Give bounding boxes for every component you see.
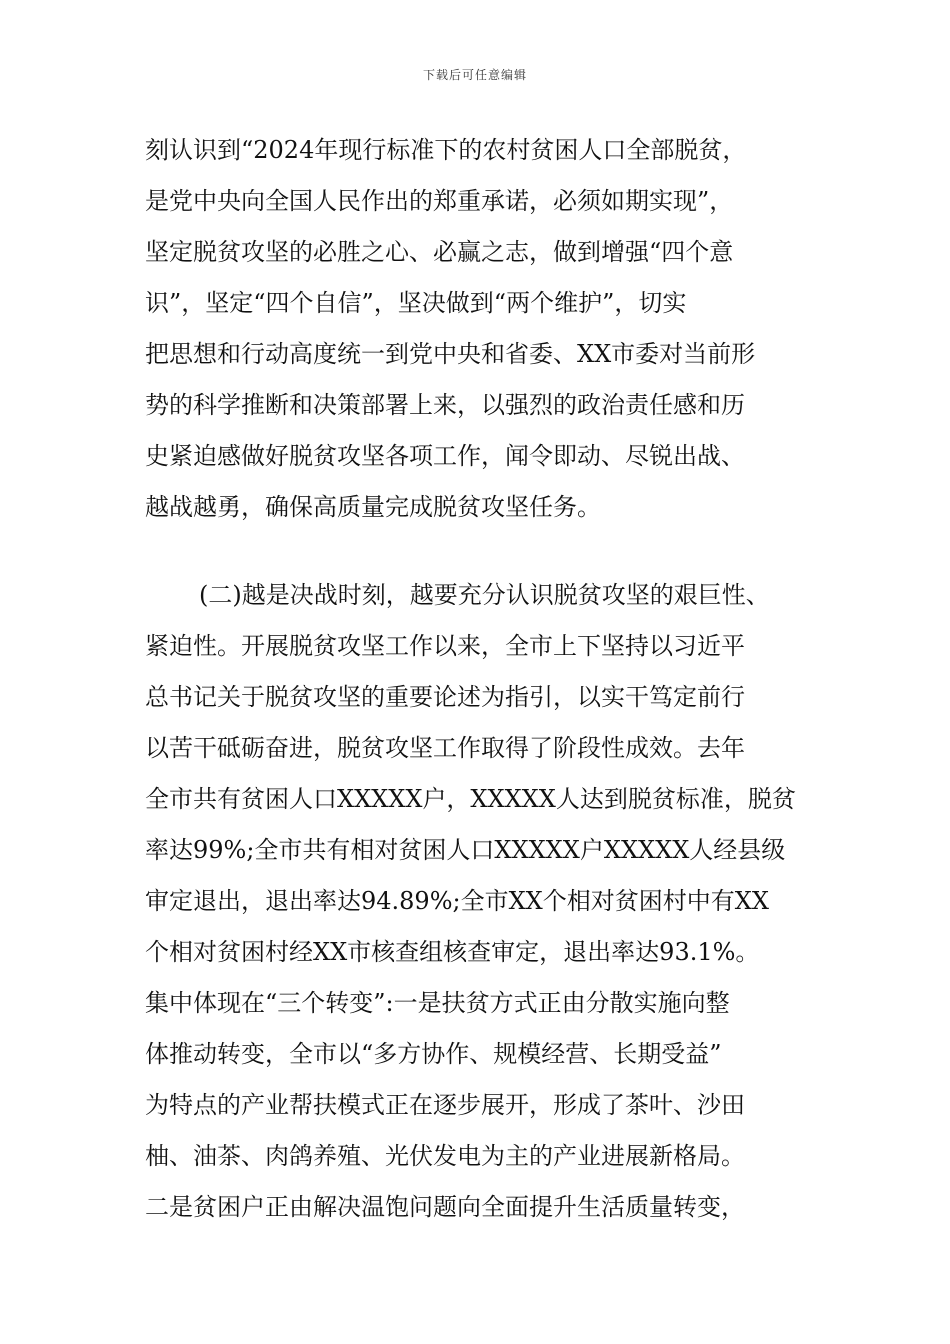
text-line: 率达99%;全市共有相对贫困人口XXXXX户XXXXX人经县级 xyxy=(145,836,786,864)
text-line: 越战越勇，确保高质量完成脱贫攻坚任务。 xyxy=(145,493,601,521)
text-line: 坚定脱贫攻坚的必胜之心、必赢之志，做到增强“四个意 xyxy=(145,238,734,266)
paragraph-1 xyxy=(145,125,810,533)
text-line: 个相对贫困村经XX市核查组核查审定，退出率达93.1%。 xyxy=(145,938,760,966)
text-line: 为特点的产业帮扶模式正在逐步展开，形成了茶叶、沙田 xyxy=(145,1091,745,1119)
text-line: 柚、油茶、肉鸽养殖、光伏发电为主的产业进展新格局。 xyxy=(145,1142,745,1170)
text-line: 紧迫性。开展脱贫攻坚工作以来，全市上下坚持以习近平 xyxy=(145,632,745,660)
text-line: 刻认识到“2024年现行标准下的农村贫困人口全部脱贫， xyxy=(145,136,747,164)
text-line: 集中体现在“三个转变”:一是扶贫方式正由分散实施向整 xyxy=(145,989,730,1017)
text-line-indented: (二)越是决战时刻，越要充分认识脱贫攻坚的艰巨性、 xyxy=(199,581,770,609)
text-line: 是党中央向全国人民作出的郑重承诺，必须如期实现”， xyxy=(145,187,734,215)
text-line: 二是贫困户正由解决温饱问题向全面提升生活质量转变， xyxy=(145,1193,745,1221)
text-line: 识”，坚定“四个自信”，坚决做到“两个维护”，切实 xyxy=(145,289,687,317)
text-line: 体推动转变，全市以“多方协作、规模经营、长期受益” xyxy=(145,1040,722,1068)
page-header-note: 下载后可任意编辑 xyxy=(422,68,527,82)
paragraph-2 xyxy=(145,570,810,1233)
text-line: 总书记关于脱贫攻坚的重要论述为指引，以实干笃定前行 xyxy=(145,683,745,711)
text-line: 势的科学推断和决策部署上来，以强烈的政治责任感和历 xyxy=(145,391,745,419)
text-line: 审定退出，退出率达94.89%;全市XX个相对贫困村中有XX xyxy=(145,887,769,915)
text-line: 以苦干砥砺奋进，脱贫攻坚工作取得了阶段性成效。去年 xyxy=(145,734,745,762)
text-line: 全市共有贫困人口XXXXX户，XXXXX人达到脱贫标准，脱贫 xyxy=(145,785,796,813)
text-line: 史紧迫感做好脱贫攻坚各项工作，闻令即动、尽锐出战、 xyxy=(145,442,745,470)
text-line: 把思想和行动高度统一到党中央和省委、XX市委对当前形 xyxy=(145,340,756,368)
